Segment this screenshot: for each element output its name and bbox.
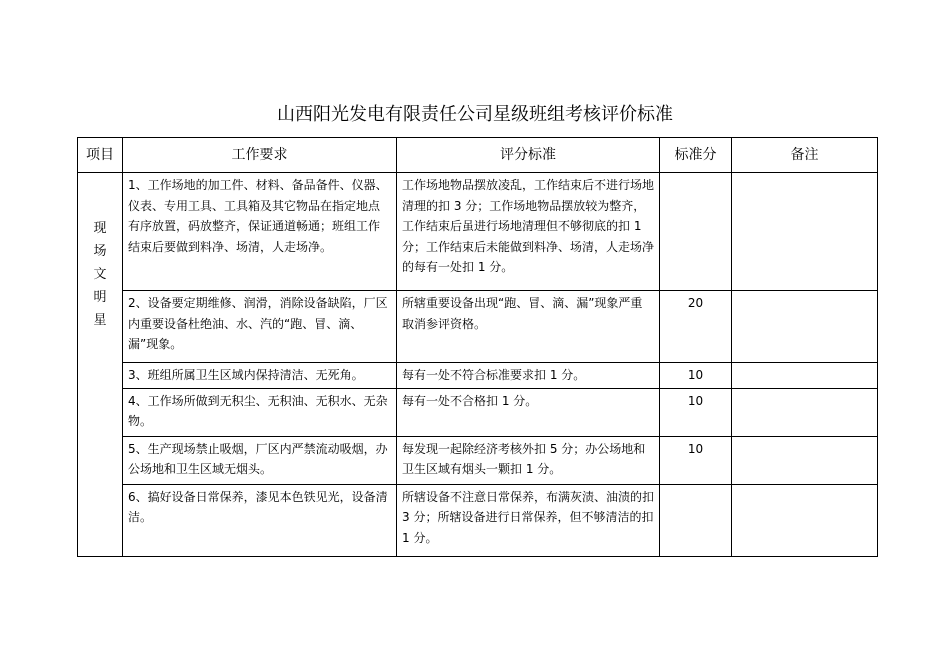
criteria-cell: 每有一处不合格扣 1 分。: [397, 388, 660, 436]
header-score: 标准分: [660, 138, 732, 173]
score-cell: 10: [660, 363, 732, 389]
header-criteria: 评分标准: [397, 138, 660, 173]
requirement-cell: 6、搞好设备日常保养，漆见本色铁见光，设备清洁。: [123, 484, 397, 556]
table-row: [78, 363, 878, 389]
evaluation-table: [77, 137, 878, 557]
category-char: 文: [93, 267, 107, 282]
remark-cell: [732, 388, 878, 436]
requirement-cell: 5、生产现场禁止吸烟，厂区内严禁流动吸烟，办公场地和卫生区域无烟头。: [123, 436, 397, 484]
remark-cell: [732, 291, 878, 363]
remark-cell: [732, 173, 878, 291]
category-char: 星: [93, 313, 107, 328]
requirement-cell: 4、工作场所做到无积尘、无积油、无积水、无杂物。: [123, 388, 397, 436]
requirement-cell: 2、设备要定期维修、润滑，消除设备缺陷，厂区内重要设备杜绝油、水、汽的“跑、冒、滴、漏”现象。: [123, 291, 397, 363]
score-cell: 10: [660, 436, 732, 484]
table-row: [78, 173, 878, 291]
remark-cell: [732, 436, 878, 484]
score-cell: [660, 484, 732, 556]
remark-cell: [732, 484, 878, 556]
category-char: 场: [93, 244, 107, 259]
requirement-cell: 3、班组所属卫生区域内保持清洁、无死角。: [123, 363, 397, 389]
criteria-cell: 每发现一起除经济考核外扣 5 分；办公场地和卫生区域有烟头一颗扣 1 分。: [397, 436, 660, 484]
category-char: 明: [93, 290, 107, 305]
table-row: [78, 291, 878, 363]
criteria-cell: 所辖设备不注意日常保养，布满灰渍、油渍的扣 3 分；所辖设备进行日常保养，但不够清洁的扣 1 分。: [397, 484, 660, 556]
score-cell: 10: [660, 388, 732, 436]
criteria-cell: 工作场地物品摆放凌乱，工作结束后不进行场地清理的扣 3 分；工作场地物品摆放较为整齐，工作结束后虽进行场地清理但不够彻底的扣 1 分；工作结束后未能做到料净、场清，人走场净的每有一处扣 1 分。: [397, 173, 660, 291]
table-header-row: [78, 138, 878, 173]
remark-cell: [732, 363, 878, 389]
document-title: 山西阳光发电有限责任公司星级班组考核评价标准: [277, 104, 673, 125]
requirement-cell: 1、工作场地的加工件、材料、备品备件、仪器、仪表、专用工具、工具箱及其它物品在指定地点有序放置，码放整齐，保证通道畅通；班组工作结束后要做到料净、场清，人走场净。: [123, 173, 397, 291]
score-cell: [660, 173, 732, 291]
table-row: [78, 436, 878, 484]
table-row: [78, 484, 878, 556]
score-cell: 20: [660, 291, 732, 363]
header-requirement: 工作要求: [123, 138, 397, 173]
criteria-cell: 每有一处不符合标准要求扣 1 分。: [397, 363, 660, 389]
header-item: 项目: [78, 138, 123, 173]
header-remark: 备注: [732, 138, 878, 173]
category-cell: [78, 173, 123, 557]
table-row: [78, 388, 878, 436]
category-char: 现: [93, 221, 107, 236]
criteria-cell: 所辖重要设备出现“跑、冒、滴、漏”现象严重取消参评资格。: [397, 291, 660, 363]
